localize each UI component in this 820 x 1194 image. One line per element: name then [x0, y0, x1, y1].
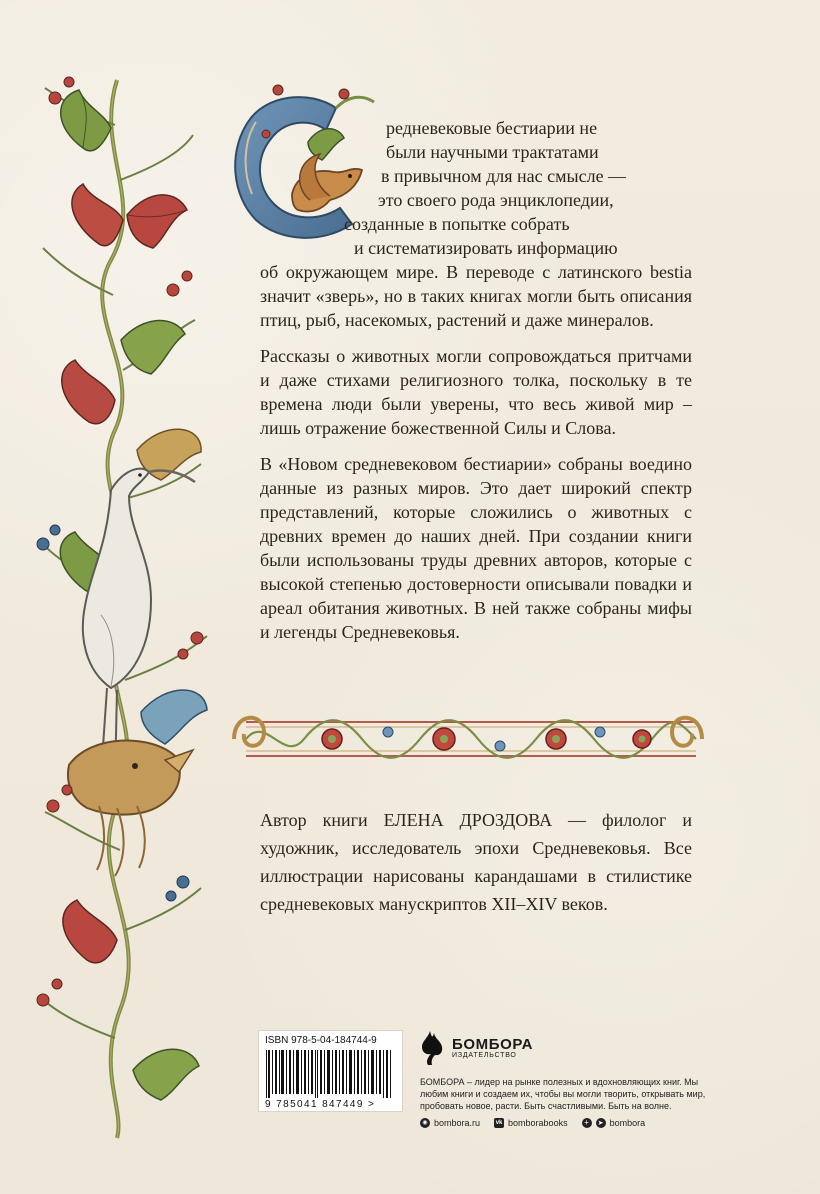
- plus-icon: +: [582, 1118, 592, 1128]
- beast-head-illustration-icon: [68, 740, 193, 876]
- vk-icon: vk: [495, 1120, 503, 1126]
- red-leaf-icon: [72, 184, 123, 246]
- flower-ornament-icon: [546, 729, 566, 749]
- globe-icon: ◉: [420, 1118, 430, 1128]
- bestiary-paragraph: В «Новом средневековом бестиарии» собраны воедино данные из разных миров. Это дает широкий спектр представлений, которые сложились о животных с древних времен до наших дней. При создании книги были использованы труды древних авторов, которые с высокой степенью достоверности описывали повадки и ареал обитания животных. В ней также собраны мифы и легенды Средневековья.: [260, 454, 692, 642]
- religion-paragraph: Рассказы о животных могли сопровождаться притчами и даже стихами религиозного толка, поскольку в те времена люди были уверены, что весь живой мир – лишь отражение божественной Силы и Слова.: [260, 346, 692, 438]
- intro-line-1: редневековые бестиарии не: [386, 118, 598, 138]
- heron-illustration-icon: [83, 469, 195, 780]
- website-link[interactable]: [420, 1118, 480, 1128]
- flower-ornament-icon: [633, 730, 651, 748]
- vk-link-label: bomborabooks: [508, 1118, 568, 1128]
- author-description: Автор книги ЕЛЕНА ДРОЗДОВА — филолог и художник, исследователь эпохи Средневековья. Все иллюстрации нарисованы карандашами в стилистике средневековых манускриптов XII–XIV веков.: [260, 810, 692, 914]
- publisher-block: [420, 1030, 720, 1128]
- intro-line-6: и систематизировать информацию: [354, 238, 618, 258]
- publisher-links: [420, 1118, 720, 1128]
- intro-line-5: созданные в попытке собрать: [344, 214, 570, 234]
- telegram-icon: ➤: [596, 1118, 606, 1128]
- horizontal-ornament-band: [228, 702, 708, 776]
- website-link-label: bombora.ru: [434, 1118, 481, 1128]
- bombora-logo-icon: [420, 1031, 444, 1065]
- intro-line-2: были научными трактатами: [386, 142, 599, 162]
- telegram-link-label: bombora: [609, 1118, 646, 1128]
- publisher-name: БОМБОРА: [452, 1035, 534, 1053]
- green-leaf-icon: [133, 1049, 199, 1100]
- green-leaf-icon: [61, 90, 111, 151]
- publisher-description: БОМБОРА – лидер на рынке полезных и вдохновляющих книг. Мы любим книги и создаем их, чтобы вы могли творить, открывать мир, пробовать новое, расти. Быть счастливыми. Быть на волне.: [420, 1077, 706, 1111]
- publisher-logo: [420, 1030, 720, 1066]
- isbn-barcode-box: [258, 1030, 403, 1112]
- intro-paragraph-rest: об окружающем мире. В переводе с латинского bestia значит «зверь», но в таких книгах могли быть описания птиц, рыб, насекомых, растений и даже минералов.: [260, 262, 692, 330]
- isbn-number: ISBN 978-5-04-184744-9: [265, 1035, 377, 1046]
- red-leaf-icon: [62, 360, 115, 424]
- barcode-digits: 9 785041 847449 >: [265, 1099, 376, 1110]
- publisher-subtitle: ИЗДАТЕЛЬСТВО: [452, 1051, 517, 1059]
- vk-link[interactable]: [494, 1118, 568, 1128]
- intro-line-4: это своего рода энциклопедии,: [378, 190, 614, 210]
- telegram-link[interactable]: [582, 1118, 646, 1128]
- intro-line-3: в привычном для нас смысле —: [381, 166, 627, 186]
- blue-bud-ornament-icon: [383, 727, 605, 751]
- red-leaf-icon: [63, 900, 117, 963]
- left-ornamental-border: [25, 70, 215, 1140]
- red-leaf-icon: [127, 195, 187, 248]
- flower-ornament-icon: [433, 728, 455, 750]
- barcode-icon: [265, 1050, 397, 1098]
- intro-paragraph-block: [260, 116, 692, 644]
- blue-scroll-leaf-icon: [141, 690, 207, 744]
- flower-ornament-icon: [322, 729, 342, 749]
